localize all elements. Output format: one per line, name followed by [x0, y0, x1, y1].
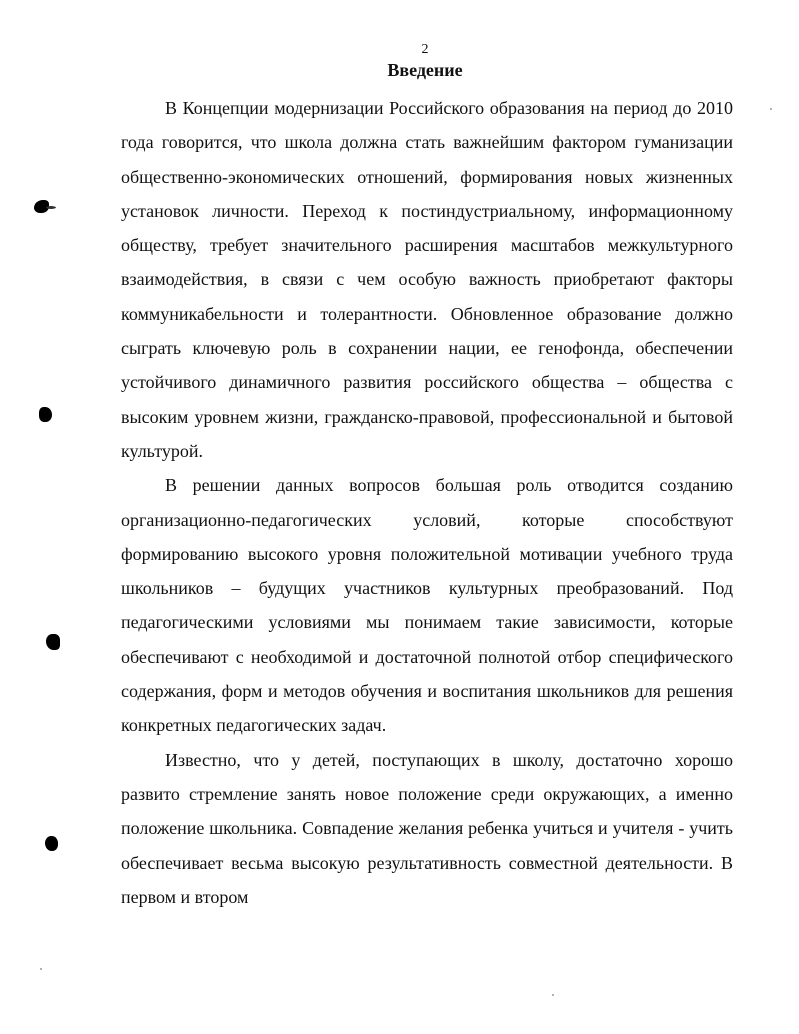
- paragraph-2: В решении данных вопросов большая роль отводится созданию организационно-педагогических условий, которые способствуют формированию высокого уровня положительной мотивации учебного труда школьников – будущих участников культурных преобразований. Под педагогическими условиями мы понимаем такие зависимости, которые обеспечивают с необходимой и достаточной полнотой отбор специфического содержания, форм и методов обучения и воспитания школьников для решения конкретных педагогических задач.: [121, 475, 733, 736]
- scan-dust: [770, 108, 772, 110]
- paragraph-3: Известно, что у детей, поступающих в школу, достаточно хорошо развито стремление занять новое положение среди окружающих, а именно положение школьника. Совпадение желания ребенка учиться и учителя - учить обеспечивает весьма высокую результативность совместной деятельности. В первом и втором: [121, 749, 733, 907]
- scan-dust: [552, 994, 554, 996]
- binder-hole-mark: [39, 407, 52, 422]
- binder-hole-mark: [45, 836, 58, 851]
- body-text: [121, 91, 733, 914]
- page-number: 2: [421, 42, 429, 57]
- binder-hole-mark: [46, 206, 56, 209]
- page-title: Введение: [387, 60, 463, 80]
- scan-dust: [40, 968, 42, 970]
- binder-hole-mark: [46, 634, 60, 650]
- paragraph-1: В Концепции модернизации Российского образования на период до 2010 года говорится, что школа должна стать важнейшим фактором гуманизации общественно-экономических отношений, формирования новых жизненных установок личности. Переход к постиндустриальному, информационному обществу, требует значительного расширения масштабов межкультурного взаимодействия, в связи с чем особую важность приобретают факторы коммуникабельности и толерантности. Обновленное образование должно сыграть ключевую роль в сохранении нации, ее генофонда, обеспечении устойчивого динамичного развития российского общества – общества с высоким уровнем жизни, гражданско-правовой, профессиональной и бытовой культурой.: [121, 98, 733, 461]
